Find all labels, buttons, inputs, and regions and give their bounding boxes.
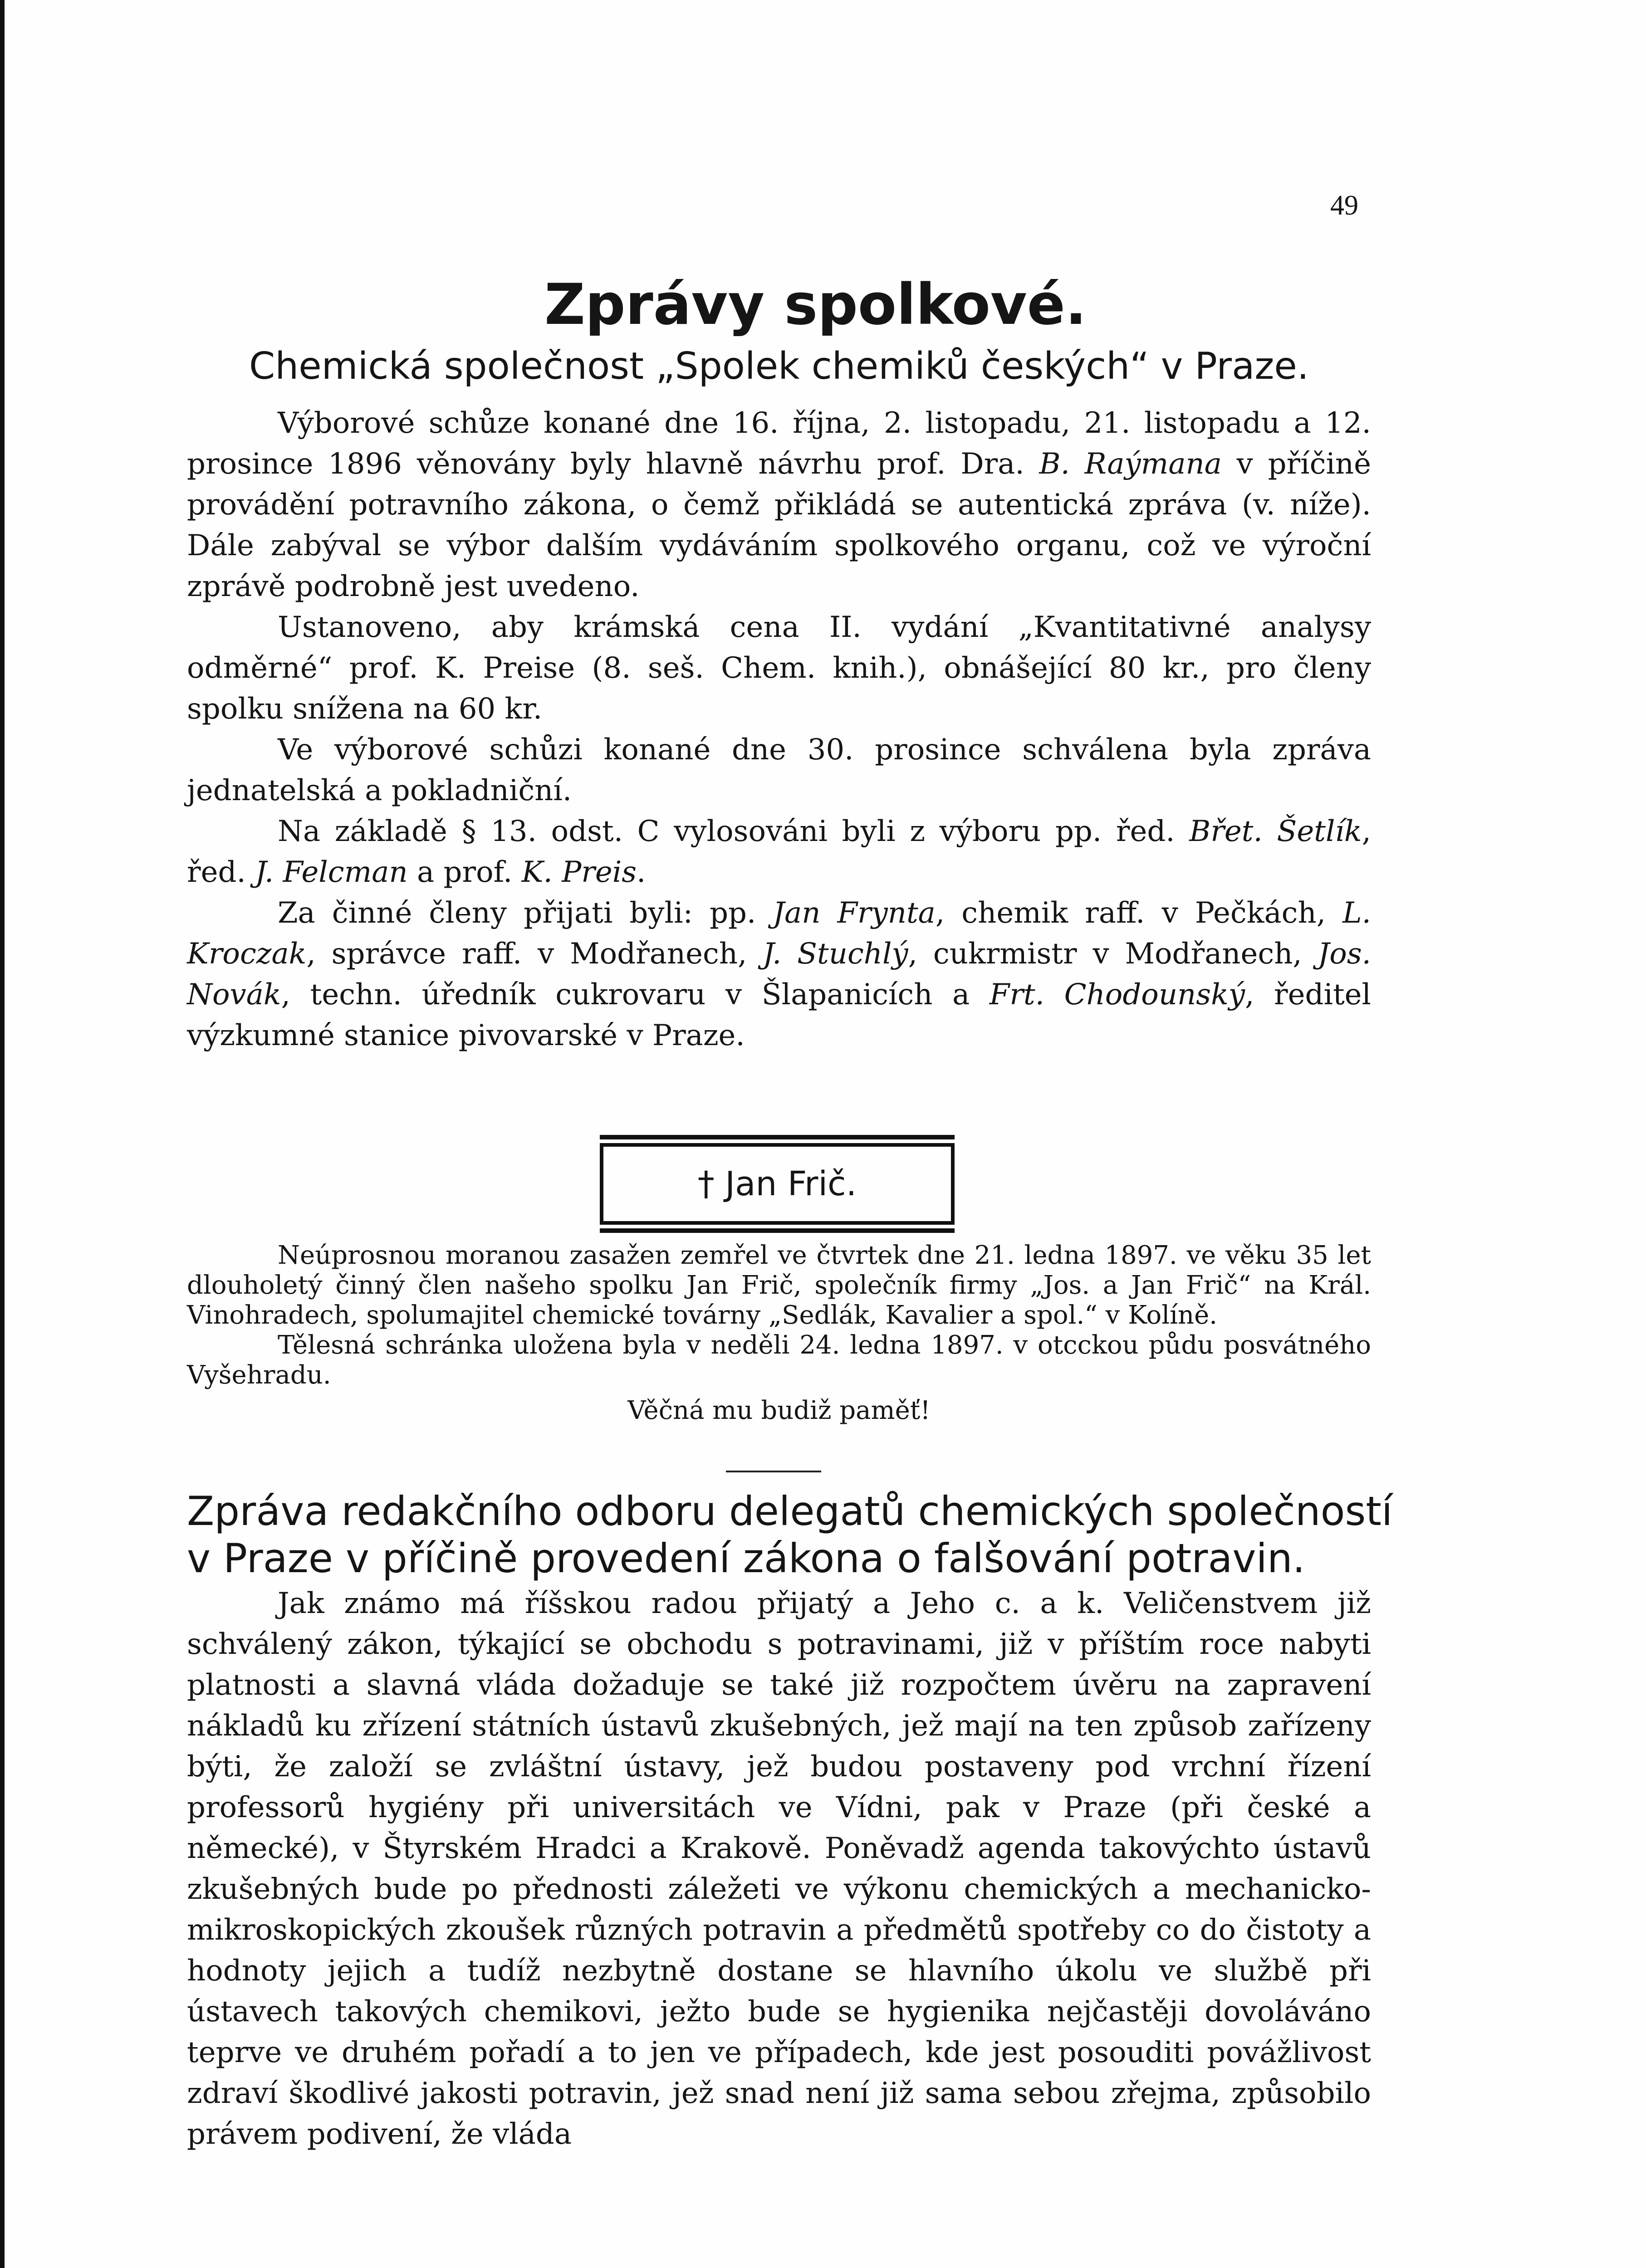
obituary-text — [187, 1241, 1371, 1330]
run: Ve výborové schůzi konané dne 30. prosince schválena byla zpráva jednatelská a pokladniční. — [187, 733, 1371, 807]
run: . — [637, 855, 646, 889]
section-subtitle: Chemická společnost „Spolek chemiků českých“ v Praze. — [249, 345, 1309, 388]
page-title: Zprávy spolkové. — [544, 272, 1087, 337]
run: Na základě § 13. odst. C vylosováni byli z výboru pp. řed. — [278, 815, 1190, 848]
section-heading-line-1: Zpráva redakčního odboru delegatů chemických společností — [187, 1488, 1393, 1535]
run: Za činné členy přijati byli: pp. — [278, 896, 773, 930]
run: , cukrmistr v Modřanech, — [908, 937, 1318, 971]
obituary-closing: Věčná mu budiž paměť! — [627, 1396, 931, 1425]
run: a prof. — [407, 855, 522, 889]
run: Ustanoveno, aby krámská cena II. vydání „Kvantitativné analysy odměrné“ prof. K. Preise (8. seš. Chem. knih.), obnášející 80 kr., pro členy spolku snížena na 60 kr. — [187, 611, 1371, 726]
run: , ředitel výzkumné stanice pivovarské v Praze. — [187, 978, 1372, 1052]
page-number: 49 — [1330, 190, 1358, 221]
paragraph-draw — [187, 811, 1371, 893]
run: Frt. Chodounský — [989, 978, 1245, 1012]
run: , řed. — [187, 815, 1372, 889]
paragraph-report — [187, 729, 1371, 811]
divider — [726, 1471, 821, 1472]
section-body-column — [187, 1583, 1371, 2155]
obituary-frame — [600, 1143, 955, 1225]
section-heading-line-2: v Praze v příčině provedení zákona o falšování potravin. — [187, 1535, 1305, 1582]
section-body — [187, 1583, 1371, 2155]
run: B. Raýmana — [1039, 447, 1222, 481]
run: L. Kroczak — [187, 896, 1372, 971]
run: Tělesná schránka uložena byla v neděli 24. ledna 1897. v otcckou půdu posvátného Vyšehradu. — [187, 1330, 1371, 1390]
run: Výborové schůze konané dne 16. října, 2. listopadu, 21. listopadu a 12. prosince 1896 věnovány byly hlavně návrhu prof. Dra. — [187, 406, 1371, 481]
run: Jak známo má říšskou radou přijatý a Jeho c. a k. Veličenstvem již schválený zákon, týkající se obchodu s potravinami, již v příštím roce nabyti platnosti a slavná vláda dožaduje se také již rozpočtem úvěru na zapravení nákladů ku zřízení státních ústavů zkušebných, jež mají na ten způsob zařízeny býti, že založí se zvláštní ústavy, jež budou postaveny pod vrchní řízení professorů hygiény při universitách ve Vídni, pak v Praze (při české a německé), v Štyrském Hradci a Krakově. Poněvadž agenda takovýchto ústavů zkušebných bude po přednosti záležeti ve výkonu chemických a mechanicko-mikroskopických zkoušek různých potravin a předmětů spotřeby co do čistoty a hodnoty jejich a tudíž nezbytně dostane se hlavního úkolu ve službě při ústavech takových chemikovi, ježto bude se hygienika nejčastěji dovoláváno teprve ve druhém pořadí a to jen ve případech, kde jest posouditi povážlivost zdraví škodlivé jakosti potravin, jež snad není již sama sebou zřejma, způsobilo právem podivení, že vláda — [187, 1587, 1371, 2151]
run: J. Stuchlý — [763, 937, 908, 971]
obituary-column — [187, 1241, 1371, 1425]
run: Jan Frynta — [773, 896, 936, 930]
news-column — [187, 403, 1371, 1056]
section-heading — [187, 1488, 1393, 1582]
obituary-text-2 — [187, 1330, 1371, 1390]
run: , chemik raff. v Pečkách, — [935, 896, 1343, 930]
run: Břet. Šetlík — [1189, 815, 1362, 848]
run: J. Felcman — [255, 855, 408, 889]
run: K. Preis — [521, 855, 637, 889]
obituary-heading: † Jan Frič. — [697, 1164, 857, 1203]
paragraph-price — [187, 607, 1371, 729]
scan-edge — [0, 0, 5, 2268]
run: Jos. Novák — [187, 937, 1372, 1012]
run: , techn. úředník cukrovaru v Šlapanicích a — [281, 978, 990, 1012]
paragraph-members — [187, 893, 1371, 1056]
run: , správce raff. v Modřanech, — [306, 937, 763, 971]
run: Neúprosnou moranou zasažen zemřel ve čtvrtek dne 21. ledna 1897. ve věku 35 let dlouholetý činný člen našeho spolku Jan Frič, společník firmy „Jos. a Jan Frič“ na Král. Vinohradech, spolumajitel chemické továrny „Sedlák, Kavalier a spol.“ v Kolíně. — [187, 1241, 1371, 1330]
paragraph-meetings — [187, 403, 1371, 607]
run: v příčině provádění potravního zákona, o čemž přikládá se autentická zpráva (v. níže). Dále zabýval se výbor dalším vydáváním spolkového organu, což ve výroční zprávě podrobně jest uvedeno. — [187, 447, 1372, 603]
